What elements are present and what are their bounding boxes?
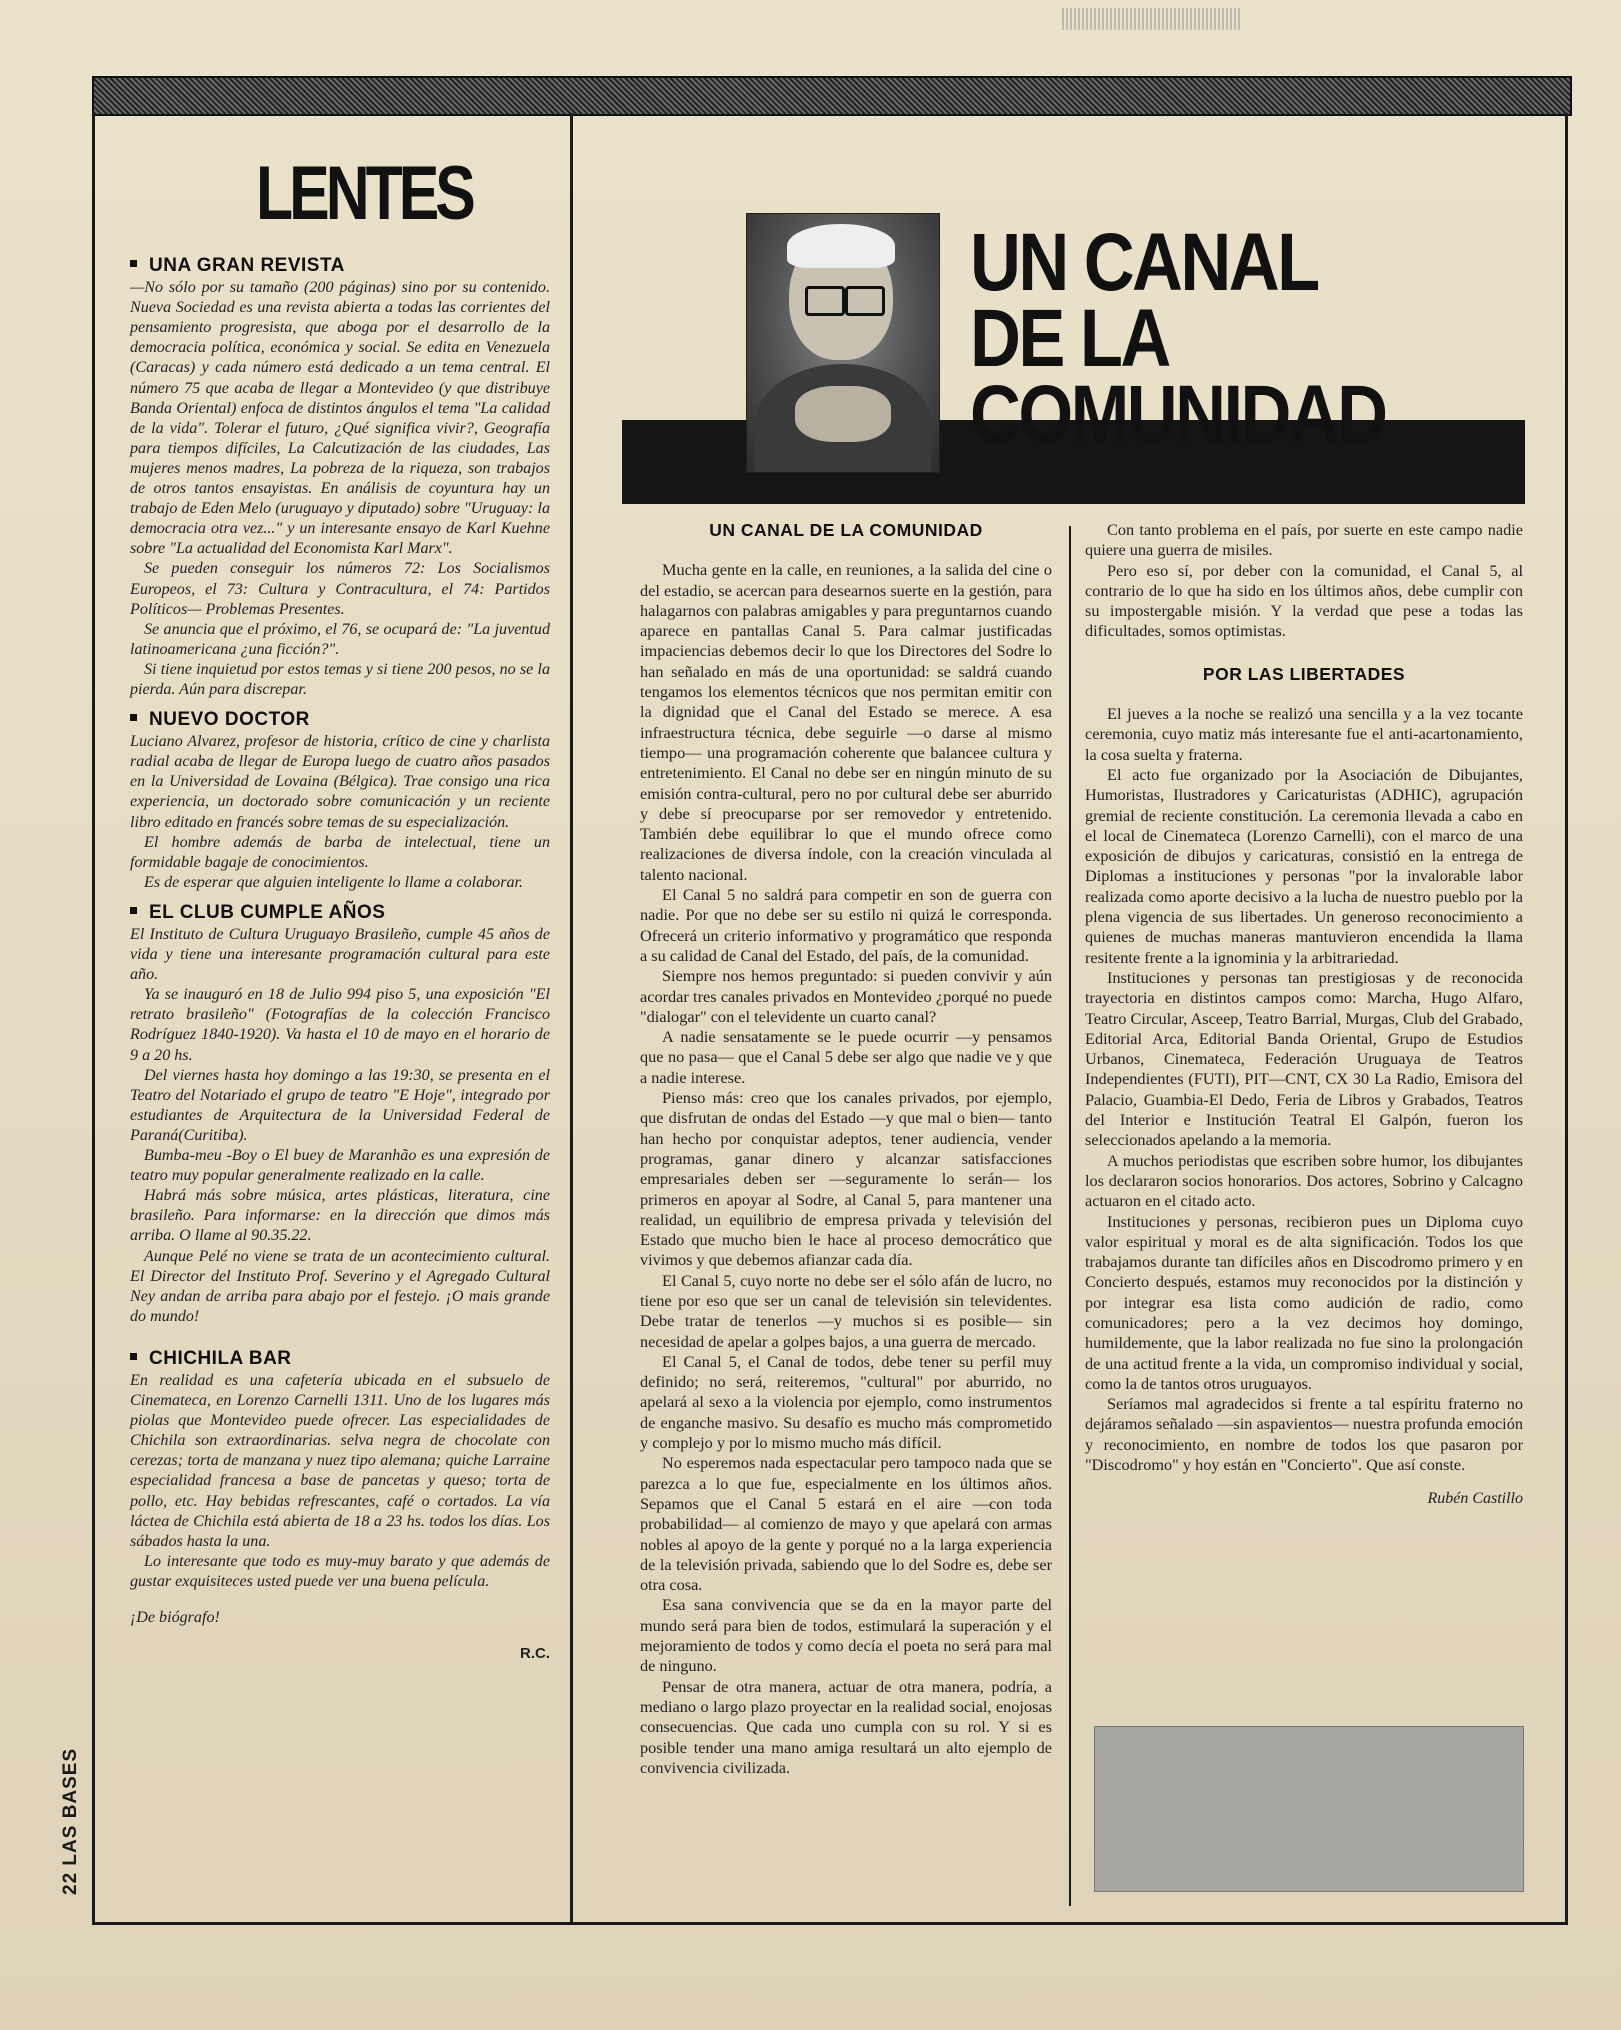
paragraph: Aunque Pelé no viene se trata de un acontecimiento cultural. El Director del Instituto Prof. Severino y el Agregado Cultural Ney andan de arriba para abajo por el festejo. ¡O mais grande do mundo! (130, 1247, 550, 1325)
paragraph: Instituciones y personas, recibieron pues un Diploma cuyo valor espiritual y moral es de alta significación. Todos los que trabajamos durante tan difíciles años en Discodromo primero y en Concierto después, estamos muy reconocidos por la distinción y por integrar esa lista como audición de radio, como comunicadores; pero a la vez decimos hoy domingo, humildemente, que la labor realizada no fue sino la prolongación de una actitud frente a la vida, un compromiso individual y social, como la de tantos otros uruguayos. (1085, 1211, 1523, 1393)
sidebar-signature: R.C. (520, 1645, 550, 1663)
paragraph: Con tanto problema en el país, por suerte en este campo nadie quiere una guerra de misiles. (1085, 520, 1523, 560)
top-scribble (1062, 8, 1242, 30)
paragraph: Lo interesante que todo es muy-muy barato y que además de gustar exquisiteces usted puede ver una buena película. (130, 1552, 550, 1590)
paragraph: Es de esperar que alguien inteligente lo llame a colaborar. (144, 873, 524, 891)
paragraph: El Canal 5, el Canal de todos, debe tener su perfil muy definido; no será, reiteremos, "cultural" por aburrido, no apelará al sexo a la violencia por ejemplo, como instrumentos de enganche masivo. Su desafío es mucho más comprometido y complejo y por lo mismo mucho más difícil. (640, 1351, 1052, 1453)
paragraph: Se anuncia que el próximo, el 76, se ocupará de: "La juventud latinoamericana ¿una ficción?". (130, 620, 550, 658)
article-subhead: UN CANAL DE LA COMUNIDAD (709, 520, 983, 540)
paragraph: —No sólo por su tamaño (200 páginas) sino por su contenido. Nueva Sociedad es una revista abierta a todas las corrientes del pensamiento progresista, que aboga por el desarrollo de la democracia política, económica y social. Se edita en Venezuela (Caracas) y cada número está dedicado a un tema central. El número 75 que acaba de llegar a Montevideo (y que distribuye Banda Oriental) enfoca de distintos ángulos el tema "La calidad de la vida". Tolerar el futuro, ¿Qué significa vivir?, Geografía para tiempos difíciles, La Calcutización de las ciudades, Las mujeres menos madres, La pobreza de la riqueza, son trabajos de otros tantos ensayistas. En análisis de coyuntura hay un trabajo de Eden Melo (uruguayo y diputado) sobre "Uruguay: la democracia otra vez..." y un interesante ensayo de Karl Kuehne sobre "La actualidad del Economista Karl Marx". (130, 279, 550, 558)
paragraph: Ya se inauguró en 18 de Julio 994 piso 5, una exposición "El retrato brasileño" (Fotografías de la colección Francisco Rodríguez 1840-1920). Va hasta el 10 de mayo en el horario de 9 a 20 hs. (130, 986, 550, 1064)
paragraph: Mucha gente en la calle, en reuniones, a la salida del cine o del estadio, se acercan para desearnos suerte en la gestión, para halagarnos con palabras amigables y para preguntarnos cuando aparece en pantallas Canal 5. Para calmar justificadas impaciencias debemos decir lo que los Directores del Sodre lo han señalado en más de una oportunidad: se saldrá cuando tengamos los elementos técnicos que nos permitan emitir con la dignidad que el Canal del Estado se merece. A esa infraestructura técnica, debe seguirle —o darse al mismo tiempo— una programación coherente que balancee cultura y entretenimiento. El Canal no debe ser en ningún minuto de su emisión contra-cultural, pero no por cultural debe ser aburrido y debe sí preocuparse por ser removedor y entretenido. También debe equilibrar lo que el mundo ofrece como realizaciones de diversa índole, con la creación vinculada al talento nacional. (640, 560, 1052, 884)
paragraph: Pienso más: creo que los canales privados, por ejemplo, que disfrutan de ondas del Estado —y que mal o bien— tanto han hecho por conquistar adeptos, tener audiencia, vender programas, ganar dinero y alcanzar satisfacciones empresariales deben ser —seguramente lo serán— los primeros en apoyar al Sodre, al Canal 5, para mantener una realidad, un equilibrio de empresa privada y televisión del Estado que mucho bien le hace al proceso democrático que vivimos y que debemos afianzar cada día. (640, 1088, 1052, 1270)
section-heading: UNA GRAN REVISTA (130, 256, 550, 276)
article-subhead-libertades: POR LAS LIBERTADES (1202, 663, 1406, 684)
sidebar-column (130, 246, 550, 1664)
bullet-icon (130, 714, 137, 721)
section-heading: EL CLUB CUMPLE AÑOS (130, 903, 550, 923)
paragraph: Bumba-meu -Boy o El buey de Maranhão es una expresión de teatro muy popular generalmente realizado en la calle. (130, 1147, 550, 1185)
article-author: Rubén Castillo (1427, 1490, 1523, 1508)
author-photo (746, 213, 940, 473)
paragraph: A muchos periodistas que escriben sobre humor, los dibujantes los declararon socios honorarios. Dos actores, Sobrino y Calcagno actuaron en el citado acto. (1085, 1150, 1523, 1211)
paragraph: Si tiene inquietud por estos temas y si tiene 200 pesos, no se la pierda. Aún para discrepar. (130, 660, 550, 698)
paragraph: Siempre nos hemos preguntado: si pueden convivir y aún acordar tres canales privados en Montevideo ¿porqué no puede "dialogar" con el televidente un cuarto canal? (640, 966, 1052, 1026)
paragraph: Del viernes hasta hoy domingo a las 19:30, se presenta en el Teatro del Notariado el grupo de teatro "E Hoje", integrado por estudiantes de Arquitectura de la Universidad Federal de Paraná(Curitiba). (130, 1066, 550, 1144)
article-column-divider (1069, 526, 1071, 1906)
photo-hands-shape (795, 386, 891, 442)
paragraph: El hombre además de barba de intelectual, tiene un formidable bagaje de conocimientos. (130, 833, 550, 871)
paragraph: Pero eso sí, por deber con la comunidad, el Canal 5, al contrario de lo que ha sido en los últimos años, debe cumplir con su impostergable misión. Y la verdad que pese a todas las dificultades, somos optimistas. (1085, 560, 1523, 641)
paragraph: En realidad es una cafetería ubicada en el subsuelo de Cinemateca, en Lorenzo Carnelli 1311. Uno de los lugares más piolas que Montevideo puede ofrecer. Las especialidades de Chichila son extraordinarias. selva negra de chocolate con cerezas; torta de manzana y nuez tipo alemana; quiche Larraine especialidad francesa a base de pancetas y queso; torta de pollo, etc. Hay bebidas refrescantes, café o cortados. La vía láctea de Chichila está abierta de 18 a 23 hs. todos los días. Los sábados hasta la una. (130, 1371, 550, 1550)
sidebar-title: LENTES (256, 151, 472, 236)
paragraph: El Canal 5, cuyo norte no debe ser el sólo afán de lucro, no tiene por eso que ser un canal de televisión sin televidentes. Debe tratar de tenerlos —y muchos si es posible— sin necesidad de apelar a golpes bajos, a una guerra de mercado. (640, 1270, 1052, 1351)
paragraph: Instituciones y personas tan prestigiosas y de reconocida trayectoria en distintos campos como: Marcha, Hugo Alfaro, Teatro Circular, Asceep, Teatro Barrial, Murgas, Club del Grabado, Editorial Arca, Editorial Banda Oriental, Grupo de Estudios Urbanos, Cinemateca, Federación Uruguaya de Teatros Independientes (FUTI), PIT—CNT, CX 30 La Radio, Emisora del Palacio, Guambia-El Dedo, Feria de Libros y Grabados, Teatros del Interior e Institución Teatral El Galpón, fueron los seleccionados apelando a la memoria. (1085, 967, 1523, 1150)
paragraph: El jueves a la noche se realizó una sencilla y a la vez tocante ceremonia, cuyo matiz más interesante fue el anti-acartonamiento, la cosa suelta y fraterna. (1085, 704, 1523, 764)
photo-hair-shape (787, 224, 895, 268)
glasses-icon (845, 286, 885, 316)
paragraph: El acto fue organizado por la Asociación de Dibujantes, Humoristas, Ilustradores y Caricaturistas (ADHIC), agrupación gremial de reciente constitución. La ceremonia llevada a cabo en el local de Cinemateca (Lorenzo Carnelli), con el marco de una exposición de dibujos y caricaturas, consistió en la entrega de Diplomas a instituciones y personas "por la invalorable labor realizada como aporte decisivo a la lucha de nuestro pueblo por la plena vigencia de sus libertades. Un generoso reconocimiento a quienes de muchas maneras mantuvieron encendida la llama resitente frente a la ignominia y la arbitrariedad. (1085, 764, 1523, 967)
paragraph: Luciano Alvarez, profesor de historia, crítico de cine y charlista radial acaba de llegar de Europa luego de cuatro años pasados en la Universidad de Lovaina (Bélgica). Trae consigo una rica experiencia, un doctorado sobre comunicación y un reciente libro editado en francés sobre temas de su especialización. (130, 733, 550, 831)
paragraph: Se pueden conseguir los números 72: Los Socialismos Europeos, el 73: Cultura y Contracultura, el 74: Partidos Políticos— Problemas Presentes. (130, 560, 550, 618)
paragraph: El Canal 5 no saldrá para competir en son de guerra con nadie. Por que no debe ser su estilo ni quizá le corresponda. Ofrecerá un criterio informativo y programático que responda a su calidad de Canal del Estado, del país, de la comunidad. (640, 885, 1052, 965)
column-divider (570, 113, 573, 1925)
paragraph: A nadie sensatamente se le puede ocurrir —y pensamos que no pasa— que el Canal 5 debe ser algo que nadie ve y que a nadie interese. (640, 1027, 1052, 1087)
headline-line: UN CANAL (970, 217, 1318, 308)
paragraph: Pensar de otra manera, actuar de otra manera, podría, a mediano o largo plazo proyectar en la realidad social, enojosas consecuencias. Que cada uno cumpla con su rol. Y si es posible tender una mano amiga resultará un alto ejemplo de convivencia civilizada. (640, 1676, 1052, 1777)
paragraph: El Instituto de Cultura Uruguayo Brasileño, cumple 45 años de vida y tiene una interesante programación cultural para este año. (130, 926, 550, 984)
bullet-icon (130, 1353, 137, 1360)
section-heading: CHICHILA BAR (130, 1349, 550, 1369)
article-column-right (1085, 520, 1523, 1510)
article-headline (970, 217, 1469, 460)
paragraph: Habrá más sobre música, artes plásticas, literatura, cine brasileño. Para informarse: en la dirección que dimos más arriba. O llame al 90.35.22. (130, 1187, 550, 1245)
paragraph: Seríamos mal agradecidos si frente a tal espíritu fraterno no dejáramos señalado —sin aspavientos— nuestra profunda emoción y reconocimiento, en nombre de todos los que pasaron por "Discodromo" y hoy están en "Concierto". Que así conste. (1085, 1394, 1523, 1475)
top-pattern-band (92, 76, 1572, 116)
paragraph: ¡De biógrafo! (130, 1609, 220, 1626)
gray-placeholder-box (1094, 1726, 1524, 1892)
bullet-icon (130, 260, 137, 267)
section-heading: NUEVO DOCTOR (130, 710, 550, 730)
page-folio: 22 LAS BASES (60, 1747, 81, 1895)
glasses-icon (805, 286, 845, 316)
headline-line: DE LA COMUNIDAD (970, 293, 1386, 460)
paragraph: No esperemos nada espectacular pero tampoco nada que se parezca a lo que fue, especialmente en los últimos años. Sepamos que el Canal 5 estará en el aire —con toda probabilidad— al comienzo de mayo y que apelará con armas nobles al apoyo de la gente y porqué no a la larga experiencia de la televisión privada, sabiendo que lo del Sodre es, debe ser otra cosa. (640, 1453, 1052, 1595)
article-column-left (640, 520, 1052, 1778)
bullet-icon (130, 907, 137, 914)
paragraph: Esa sana convivencia que se da en la mayor parte del mundo será para bien de todos, estimulará la superación y el mejoramiento de todos y como decía el poeta no será para mal de ninguno. (640, 1595, 1052, 1676)
